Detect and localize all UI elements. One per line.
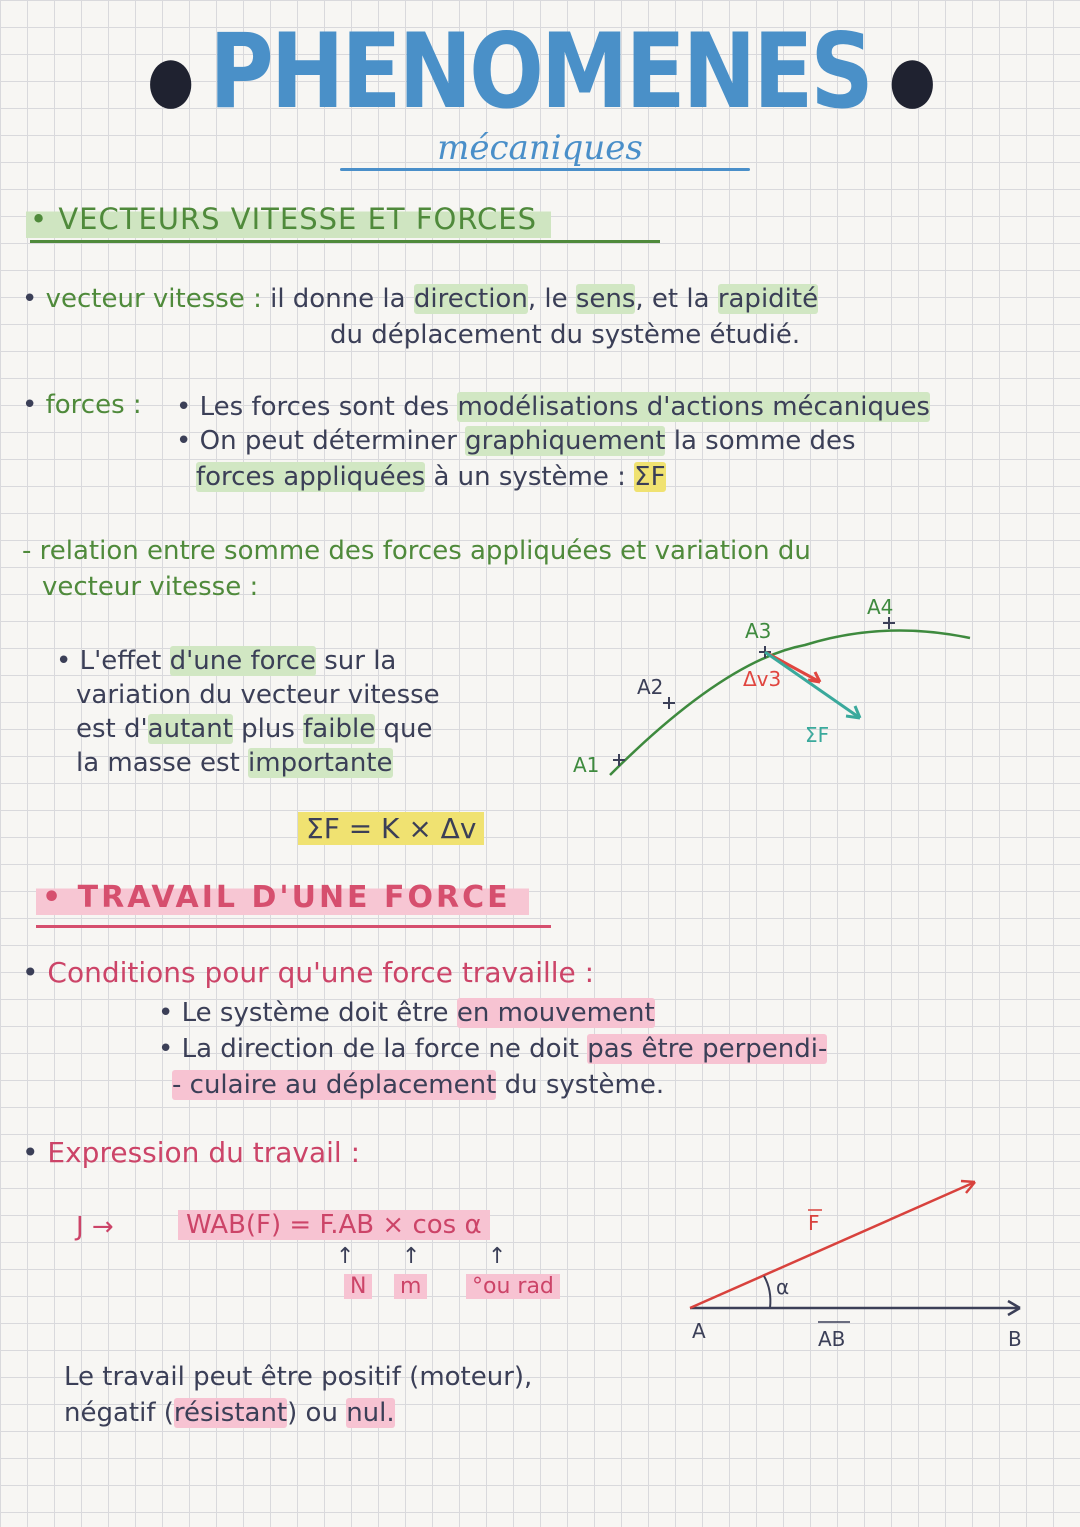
- label-force: F: [808, 1211, 820, 1235]
- text: négatif (: [64, 1398, 174, 1428]
- relation-line1: [22, 534, 811, 568]
- relation-bullet-line2: variation du vecteur vitesse: [76, 680, 440, 710]
- label-vector-ab: AB: [818, 1327, 846, 1351]
- label-delta-v3: Δv3: [743, 667, 782, 691]
- highlight: modélisations d'actions mécaniques: [457, 392, 930, 422]
- text: la somme des: [665, 426, 856, 456]
- text: la masse est: [76, 748, 249, 778]
- highlight: importante: [248, 748, 393, 778]
- highlight: en mouvement: [456, 998, 655, 1028]
- unit-rad: °ou rad: [466, 1274, 560, 1299]
- point-mark-a2: [663, 697, 675, 709]
- work-sign-line1: [64, 1360, 532, 1394]
- title-text: PHENOMENES: [209, 10, 871, 132]
- bullet: •: [158, 1034, 182, 1064]
- relation-bullet-line4: [76, 746, 393, 780]
- text: Conditions pour qu'une force travaille :: [47, 956, 595, 989]
- unit-newton: N: [344, 1274, 372, 1299]
- highlight: - culaire au déplacement: [172, 1070, 497, 1100]
- arrow-up-icon: ↑: [488, 1244, 507, 1269]
- angle-arc: [764, 1276, 770, 1308]
- highlight: graphiquement: [465, 426, 666, 456]
- relation-bullet-line1: [56, 644, 396, 678]
- forces-term: [22, 388, 142, 422]
- highlight: nul.: [346, 1398, 395, 1428]
- text: que: [375, 714, 433, 744]
- label-a1: A1: [573, 753, 600, 777]
- condition-2-cont: [172, 1068, 664, 1102]
- section-heading-text: VECTEURS VITESSE ET FORCES: [58, 202, 538, 236]
- vitesse-definition: [22, 282, 818, 316]
- text: relation entre somme des forces appliquées et variation du: [39, 536, 811, 566]
- subtitle-underline: [340, 168, 750, 171]
- term-vitesse: vecteur vitesse :: [45, 284, 262, 314]
- vitesse-definition-line2: du déplacement du système étudié.: [330, 320, 801, 350]
- bullet: •: [158, 998, 182, 1028]
- highlight: forces appliquées: [196, 462, 426, 492]
- text: On peut déterminer: [199, 426, 466, 456]
- condition-2: [158, 1032, 827, 1066]
- relation-bullet-line3: [76, 712, 432, 746]
- term-forces: forces :: [45, 390, 142, 420]
- unit-meter: m: [394, 1274, 427, 1299]
- label-a3: A3: [745, 619, 772, 643]
- text: , le: [527, 284, 576, 314]
- text: est d': [76, 714, 148, 744]
- text: du système.: [496, 1070, 665, 1100]
- bullet: •: [56, 646, 80, 676]
- text: Le travail peut être positif (: [64, 1362, 420, 1392]
- section-heading-vectors: • VECTEURS VITESSE ET FORCES: [26, 200, 551, 238]
- text: plus: [232, 714, 304, 744]
- highlight: direction: [413, 284, 528, 314]
- formula-work: WAB(F) = F.AB × cos α: [178, 1210, 490, 1240]
- condition-1: [158, 996, 655, 1030]
- text: à un système :: [425, 462, 635, 492]
- highlight: pas être perpendi-: [587, 1034, 828, 1064]
- label-a2: A2: [637, 675, 664, 699]
- work-diagram: [670, 1170, 1040, 1360]
- bullet: •: [176, 392, 200, 422]
- highlight: résistant: [173, 1398, 288, 1428]
- text: L'effet: [79, 646, 170, 676]
- text: Expression du travail :: [47, 1136, 361, 1169]
- text: ) ou: [287, 1398, 347, 1428]
- text: il donne la: [270, 284, 414, 314]
- text: sur la: [315, 646, 397, 676]
- sum-forces-symbol: ΣF: [634, 462, 666, 492]
- text: ),: [513, 1362, 533, 1392]
- bullet-icon: ●: [147, 41, 192, 116]
- forces-bullet-2: [176, 424, 856, 458]
- expression-title: [22, 1136, 360, 1170]
- bullet: -: [22, 536, 40, 566]
- forces-bullet-1: [176, 390, 930, 424]
- bullet: •: [22, 1136, 48, 1169]
- bullet: •: [22, 956, 48, 989]
- formula-sum-forces: ΣF = K × Δv: [298, 812, 484, 845]
- relation-line2: vecteur vitesse :: [42, 572, 259, 602]
- section-underline: [36, 925, 551, 928]
- bullet: •: [22, 390, 46, 420]
- label-a4: A4: [867, 595, 894, 619]
- text: Le système doit être: [181, 998, 457, 1028]
- highlight: faible: [303, 714, 376, 744]
- arrow-up-icon: ↑: [336, 1244, 355, 1269]
- bullet: •: [176, 426, 200, 456]
- highlight: d'une force: [169, 646, 316, 676]
- trajectory-diagram: [555, 590, 985, 790]
- highlight: autant: [147, 714, 233, 744]
- label-point-b: B: [1008, 1327, 1022, 1351]
- arrow-up-icon: ↑: [402, 1244, 421, 1269]
- bullet: •: [22, 284, 46, 314]
- work-sign-line2: [64, 1396, 395, 1430]
- text: Les forces sont des: [199, 392, 458, 422]
- page-subtitle: mécaniques: [437, 128, 643, 168]
- section-heading-work: • TRAVAIL D'UNE FORCE: [36, 880, 529, 915]
- highlight: sens: [575, 284, 636, 314]
- section-underline: [30, 240, 660, 243]
- label-sum-forces: ΣF: [805, 723, 830, 747]
- text: La direction de la force ne doit: [181, 1034, 588, 1064]
- text: , et la: [635, 284, 718, 314]
- highlight: rapidité: [717, 284, 819, 314]
- forces-bullet-2-cont: [196, 460, 666, 494]
- label-alpha: α: [776, 1275, 790, 1299]
- conditions-title: [22, 956, 594, 990]
- unit-joule: J →: [76, 1212, 114, 1242]
- page-title: [0, 10, 1080, 132]
- section-heading-text: TRAVAIL D'UNE FORCE: [77, 880, 511, 915]
- text: moteur: [419, 1362, 514, 1392]
- bullet-icon: ●: [888, 41, 933, 116]
- label-point-a: A: [692, 1319, 706, 1343]
- force-vector: [690, 1182, 975, 1308]
- point-mark-a1: [613, 754, 625, 766]
